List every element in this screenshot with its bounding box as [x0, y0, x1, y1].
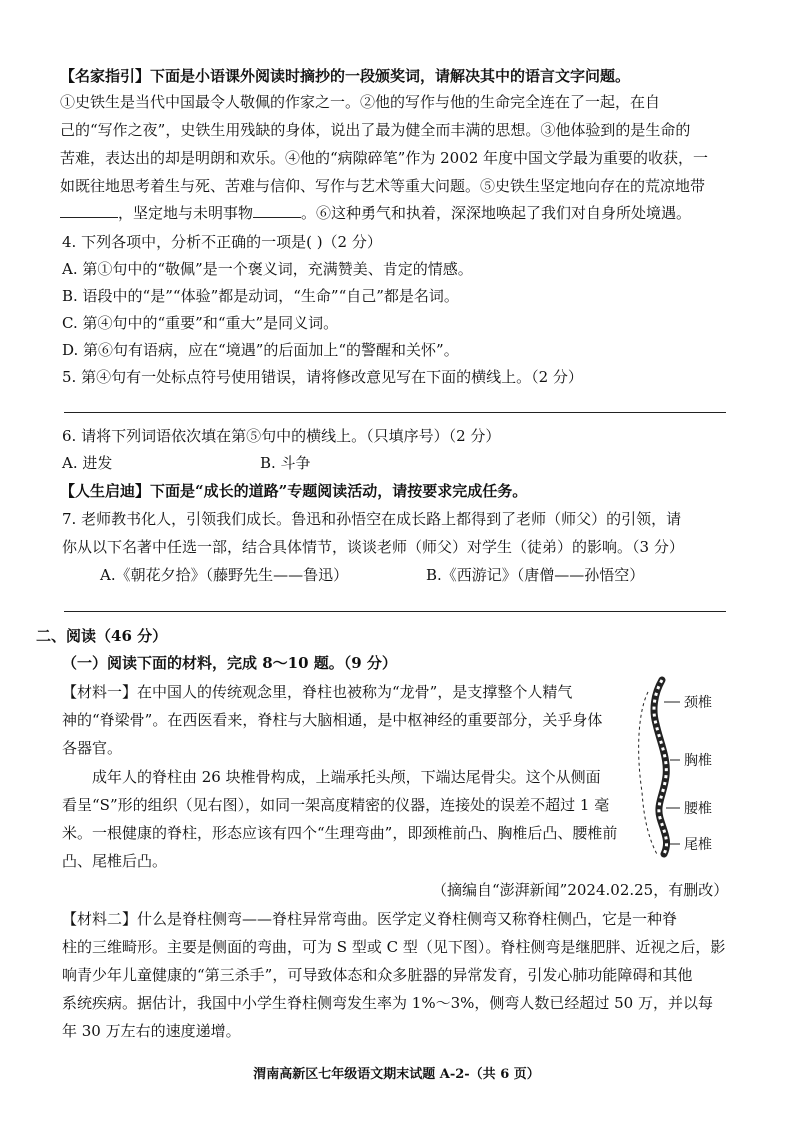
subsection-1-title: （一）阅读下面的材料，完成 8～10 题。（9 分） — [62, 654, 397, 672]
famous-guide-intro: 【名家指引】下面是小语课外阅读时摘抄的一段颁奖词，请解决其中的语言文字问题。 — [60, 67, 631, 85]
question-7-line-1: 7. 老师教书化人，引领我们成长。鲁迅和孙悟空在成长路上都得到了老师（师父）的引领，请 — [62, 510, 682, 528]
material-1-line-1: 【材料一】在中国人的传统观念里，脊柱也被称为“龙骨”，是支撑整个人精气 — [62, 683, 573, 701]
passage-line-4: 如既往地思考着生与死、苦难与信仰、写作与艺术等重大问题。⑤史铁生坚定地向存在的荒凉地带 — [60, 177, 706, 195]
material-1-line-7: 凸、尾椎后凸。 — [62, 852, 168, 870]
label-cervical: 颈椎 — [684, 695, 712, 711]
question-4-option-a: A. 第①句中的“敬佩”是一个褒义词，充满赞美、肯定的情感。 — [62, 260, 473, 278]
material-1-line-5: 看呈“S”形的组织（见右图），如同一架高度精密的仪器，连接处的误差不超过 1 毫 — [62, 796, 610, 814]
material-2-line-2: 柱的三维畸形。主要是侧面的弯曲，可为 S 型或 C 型（见下图）。脊柱侧弯是继肥胖、近视之后，影 — [62, 938, 726, 956]
question-4: 4. 下列各项中，分析不正确的一项是( )（2 分） — [62, 233, 382, 251]
answer-line-q5[interactable] — [64, 412, 726, 413]
question-6-option-a: A. 进发 — [62, 454, 113, 472]
section-2-title: 二、阅读（46 分） — [36, 627, 168, 645]
question-5: 5. 第④句有一处标点符号使用错误，请将修改意见写在下面的横线上。（2 分） — [62, 368, 583, 386]
label-thoracic: 胸椎 — [684, 753, 712, 769]
material-2-line-5: 年 30 万左右的速度递增。 — [62, 1022, 241, 1040]
material-1-line-2: 神的“脊梁骨”。在西医看来，脊柱与大脑相通，是中枢神经的重要部分，关乎身体 — [62, 711, 603, 729]
question-7-option-b: B.《西游记》（唐僧——孙悟空） — [426, 566, 645, 584]
spine-diagram — [618, 672, 758, 862]
material-2-line-1: 【材料二】什么是脊柱侧弯——脊柱异常弯曲。医学定义脊柱侧弯又称脊柱侧凸，它是一种脊 — [62, 910, 678, 928]
life-inspiration-intro: 【人生启迪】下面是“成长的道路”专题阅读活动，请按要求完成任务。 — [60, 482, 528, 500]
page-footer: 渭南高新区七年级语文期末试题 A-2-（共 6 页） — [253, 1067, 540, 1082]
fill-blank-1[interactable] — [60, 203, 118, 218]
material-2-line-4: 系统疾病。据估计，我国中小学生脊柱侧弯发生率为 1%～3%，侧弯人数已经超过 50 万，并以每 — [62, 994, 713, 1012]
fill-blank-2[interactable] — [253, 203, 301, 218]
passage-line-3: 苦难，表达出的却是明朗和欢乐。④他的“病隙碎笔”作为 2002 年度中国文学最为重要的收获，一 — [60, 149, 709, 167]
source-citation: （摘编自“澎湃新闻”2024.02.25，有删改） — [432, 881, 729, 899]
passage-line-5b: 。⑥这种勇气和执着，深深地唤起了我们对自身所处境遇。 — [301, 204, 692, 222]
question-4-option-d: D. 第⑥句有语病，应在“境遇”的后面加上“的警醒和关怀”。 — [62, 341, 459, 359]
question-7-option-a: A.《朝花夕拾》（藤野先生——鲁迅） — [100, 566, 349, 584]
material-1-line-4: 成年人的脊柱由 26 块椎骨构成，上端承托头颅，下端达尾骨尖。这个从侧面 — [92, 768, 601, 786]
passage-line-5a: ，坚定地与未明事物 — [118, 204, 254, 222]
passage-line-5 — [60, 203, 691, 223]
question-4-option-c: C. 第④句中的“重要”和“重大”是同义词。 — [62, 314, 339, 332]
passage-line-1: ①史铁生是当代中国最令人敬佩的作家之一。②他的写作与他的生命完全连在了一起，在自 — [60, 93, 661, 111]
question-4-option-b: B. 语段中的“是”“体验”都是动词，“生命”“自己”都是名词。 — [62, 287, 459, 305]
label-lumbar: 腰椎 — [684, 801, 712, 817]
question-7-line-2: 你从以下名著中任选一部，结合具体情节，谈谈老师（师父）对学生（徒弟）的影响。（3 分） — [62, 538, 684, 556]
passage-line-2: 己的“写作之夜”，史铁生用残缺的身体，说出了最为健全而丰满的思想。③他体验到的是生命的 — [60, 121, 691, 139]
answer-line-q7[interactable] — [64, 611, 726, 612]
material-1-line-6: 米。一根健康的脊柱，形态应该有四个“生理弯曲”，即颈椎前凸、胸椎后凸、腰椎前 — [62, 824, 618, 842]
question-6: 6. 请将下列词语依次填在第⑤句中的横线上。（只填序号）（2 分） — [62, 427, 501, 445]
material-1-line-3: 各器官。 — [62, 739, 123, 757]
label-tail: 尾椎 — [684, 837, 712, 853]
question-6-option-b: B. 斗争 — [260, 454, 311, 472]
material-2-line-3: 响青少年儿童健康的“第三杀手”，可导致体态和众多脏器的异常发育，引发心肺功能障碍和其他 — [62, 966, 693, 984]
